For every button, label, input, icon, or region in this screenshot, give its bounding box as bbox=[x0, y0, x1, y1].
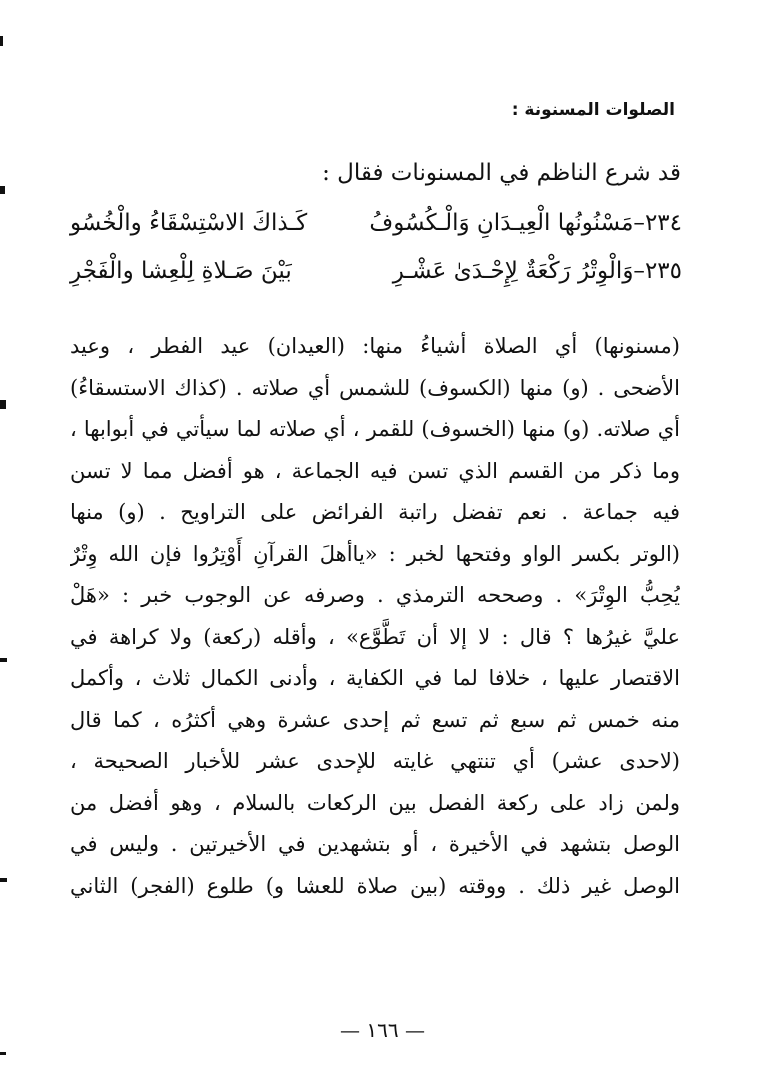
commentary-line: أي صلاته. (و) منها (الخسوف) للقمر ، أي صلاته لما سيأتي في أبوابها ، bbox=[70, 417, 680, 441]
scan-edge-mark bbox=[0, 36, 3, 46]
verse-second-hemistich: بَيْنَ صَـلاةِ لِلْعِشا والْفَجْرِ bbox=[70, 258, 292, 284]
commentary-line: (لاحدى عشر) أي تنتهي غايته للإحدى عشر للأخبار الصحيحة ، bbox=[70, 749, 680, 773]
commentary-line: الوصل غير ذلك . ووقته (بين صلاة للعشا و) طلوع (الفجر) الثاني bbox=[70, 873, 680, 898]
commentary-line: (الوتر بكسر الواو وفتحها لخبر : «ياأهلَ القرآنِ أَوْتِرُوا فإن الله وِتْرٌ bbox=[70, 541, 680, 566]
verse-first-hemistich: ٢٣٤–مَسْنُونُها الْعِيـدَانِ وَالْـكُسُوفُ bbox=[369, 210, 682, 236]
scan-edge-mark bbox=[0, 400, 6, 409]
commentary-line: عليَّ غيرُها ؟ قال : لا إلا أن تَطَّوَّع» ، وأقله (ركعة) ولا كراهة في bbox=[70, 624, 680, 649]
verse-235 bbox=[70, 258, 682, 298]
commentary-line: (مسنونها) أي الصلاة أشياءُ منها: (العيدان) عيد الفطر ، وعيد bbox=[70, 334, 680, 358]
section-heading: الصلوات المسنونة : bbox=[511, 100, 675, 120]
scan-edge-mark bbox=[0, 878, 7, 882]
commentary-line: ولمن زاد على ركعة الفصل بين الركعات بالسلام ، وهو أفضل من bbox=[70, 790, 680, 815]
commentary-line: يُحِبُّ الوِتْرَ» . وصححه الترمذي . وصرفه عن الوجوب خبر : «هَلْ bbox=[70, 583, 680, 607]
verse-234 bbox=[70, 210, 682, 250]
scan-edge-mark bbox=[0, 186, 5, 194]
intro-line: قد شرع الناظم في المسنونات فقال : bbox=[322, 160, 681, 186]
commentary-line: الأضحى . (و) منها (الكسوف) للشمس أي صلاته . (كذاك الاستسقاءُ) bbox=[70, 375, 680, 400]
scan-edge-mark bbox=[0, 658, 7, 662]
commentary-line: الاقتصار عليها ، خلافا لما في الكفاية ، وأدنى الكمال ثلاث ، وأكمل bbox=[70, 666, 680, 690]
verse-second-hemistich: كَـذاكَ الاسْتِسْقَاءُ والْخُسُو bbox=[70, 210, 308, 236]
commentary-line: منه خمس ثم سبع ثم تسع ثم إحدى عشرة وهي أكثرُه ، كما قال bbox=[70, 707, 680, 732]
scan-edge-mark bbox=[0, 1052, 6, 1055]
commentary-line: وما ذكر من القسم الذي تسن فيه الجماعة ، هو أفضل مما لا تسن bbox=[70, 458, 680, 483]
verse-first-hemistich: ٢٣٥–وَالْوِتْرُ رَكْعَةٌ لِإِحْـدَىٰ عَشْـرِ bbox=[392, 258, 682, 284]
commentary-line: فيه جماعة . نعم تفضل راتبة الفرائض على التراويح . (و) منها bbox=[70, 500, 680, 524]
commentary-text bbox=[70, 326, 680, 907]
commentary-line: الوصل بتشهد في الأخيرة ، أو بتشهدين في الأخيرتين . وليس في bbox=[70, 832, 680, 856]
page-number: — ١٦٦ — bbox=[340, 1018, 425, 1042]
